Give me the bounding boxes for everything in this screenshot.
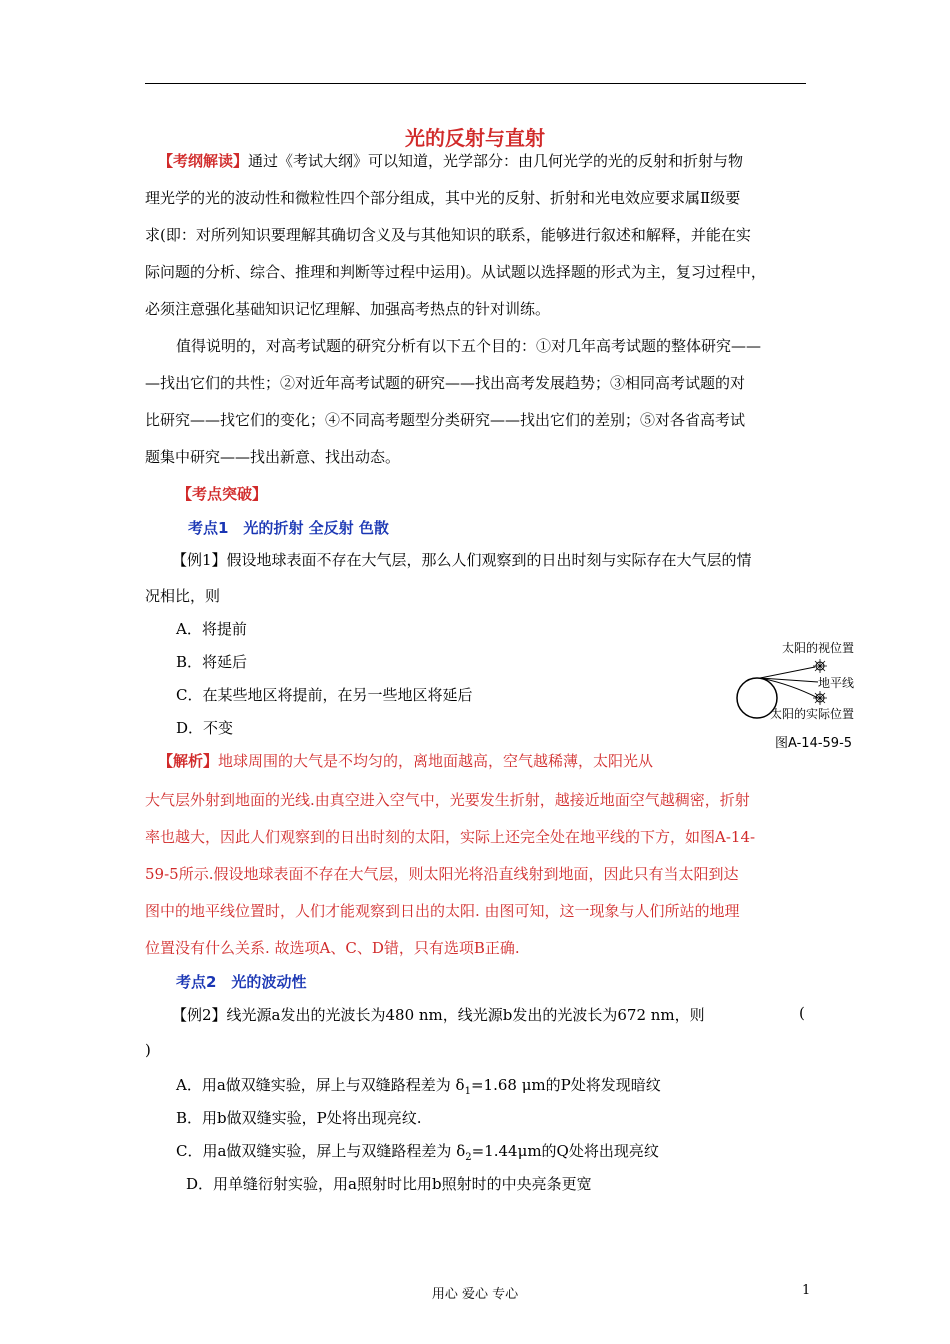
example2-option-b: B．用b做双缝实验，P处将出现亮纹. bbox=[176, 1109, 422, 1127]
label-actual-position: 太阳的实际位置 bbox=[770, 707, 855, 721]
intro-line: 通过《考试大纲》可以知道，光学部分：由几何光学的光的反射和折射与物 bbox=[248, 152, 744, 170]
analysis-line: 图中的地平线位置时，人们才能观察到日出的太阳. 由图可知，这一现象与人们所站的地理 bbox=[145, 902, 740, 920]
page-number: 1 bbox=[802, 1283, 811, 1298]
sun-actual-icon bbox=[813, 691, 827, 705]
example1-option-a: A．将提前 bbox=[176, 620, 247, 638]
research-line: —找出它们的共性；②对近年高考试题的研究——找出高考发展趋势；③相同高考试题的对 bbox=[145, 374, 746, 392]
page-footer: 用心 爱心 专心 bbox=[431, 1287, 519, 1302]
example1-stem: 况相比，则 bbox=[145, 587, 221, 605]
answer-paren-open: ( bbox=[799, 1004, 805, 1022]
example2-option-c: C．用a做双缝实验，屏上与双缝路程差为 $\delta_2=1.44\mu m$的Q处将出现亮纹 bbox=[176, 1142, 659, 1163]
apparent-ray bbox=[760, 667, 815, 678]
point1-heading: 考点1 光的折射 全反射 色散 bbox=[188, 519, 389, 537]
research-line: 比研究——找它们的变化；④不同高考题型分类研究——找出它们的差别；⑤对各省高考试 bbox=[145, 411, 746, 429]
analysis-line: 大气层外射到地面的光线.由真空进入空气中，光要发生折射，越接近地面空气越稠密，折射 bbox=[145, 791, 750, 809]
research-line: 题集中研究——找出新意、找出动态。 bbox=[145, 448, 401, 466]
answer-paren-close: ) bbox=[145, 1041, 151, 1059]
analysis-line: 59-5所示.假设地球表面不存在大气层，则太阳光将沿直线射到地面，因此只有当太阳到达 bbox=[145, 865, 739, 883]
intro-tag: 【考纲解读】 bbox=[158, 152, 249, 170]
intro-line: 求(即：对所列知识要理解其确切含义及与其他知识的联系，能够进行叙述和解释，并能在实 bbox=[145, 226, 751, 244]
header-rule bbox=[145, 83, 806, 84]
analysis-line: 率也越大，因此人们观察到的日出时刻的太阳，实际上还完全处在地平线的下方，如图A-14- bbox=[145, 828, 756, 846]
example2-option-a: A．用a做双缝实验，屏上与双缝路程差为 $\delta_1=1.68$ μm的P处将发现暗纹 bbox=[176, 1076, 661, 1097]
intro-line: 际问题的分析、综合、推理和判断等过程中运用)。从试题以选择题的形式为主，复习过程中， bbox=[145, 263, 766, 281]
page-title: 光的反射与直射 bbox=[405, 126, 545, 150]
label-visual-position: 太阳的视位置 bbox=[782, 641, 855, 655]
example1-option-d: D．不变 bbox=[176, 719, 234, 737]
analysis-line: 地球周围的大气是不均匀的，离地面越高，空气越稀薄，太阳光从 bbox=[218, 752, 654, 770]
example2-option-d: D．用单缝衍射实验，用a照射时比用b照射时的中央亮条更宽 bbox=[186, 1175, 592, 1193]
example2-stem: 【例2】线光源a发出的光波长为480 nm，线光源b发出的光波长为672 nm，则 bbox=[172, 1006, 705, 1024]
analysis-line: 位置没有什么关系. 故选项A、C、D错，只有选项B正确. bbox=[145, 939, 520, 957]
analysis-tag: 【解析】 bbox=[158, 752, 219, 770]
research-line: 值得说明的，对高考试题的研究分析有以下五个目的：①对几年高考试题的整体研究—— bbox=[176, 337, 762, 355]
section-heading: 【考点突破】 bbox=[177, 485, 268, 503]
example1-option-b: B．将延后 bbox=[176, 653, 248, 671]
example1-option-c: C．在某些地区将提前，在另一些地区将延后 bbox=[176, 686, 473, 704]
point2-heading: 考点2 光的波动性 bbox=[176, 973, 307, 991]
label-horizon: 地平线 bbox=[818, 676, 855, 690]
example1-stem: 【例1】假设地球表面不存在大气层，那么人们观察到的日出时刻与实际存在大气层的情 bbox=[172, 551, 752, 569]
intro-line: 理光学的光的波动性和微粒性四个部分组成，其中光的反射、折射和光电效应要求属Ⅱ级要 bbox=[145, 189, 741, 207]
sun-visual-icon bbox=[813, 659, 827, 673]
intro-line: 必须注意强化基础知识记忆理解、加强高考热点的针对训练。 bbox=[145, 300, 551, 318]
figure-caption: 图A-14-59-5 bbox=[775, 736, 853, 751]
